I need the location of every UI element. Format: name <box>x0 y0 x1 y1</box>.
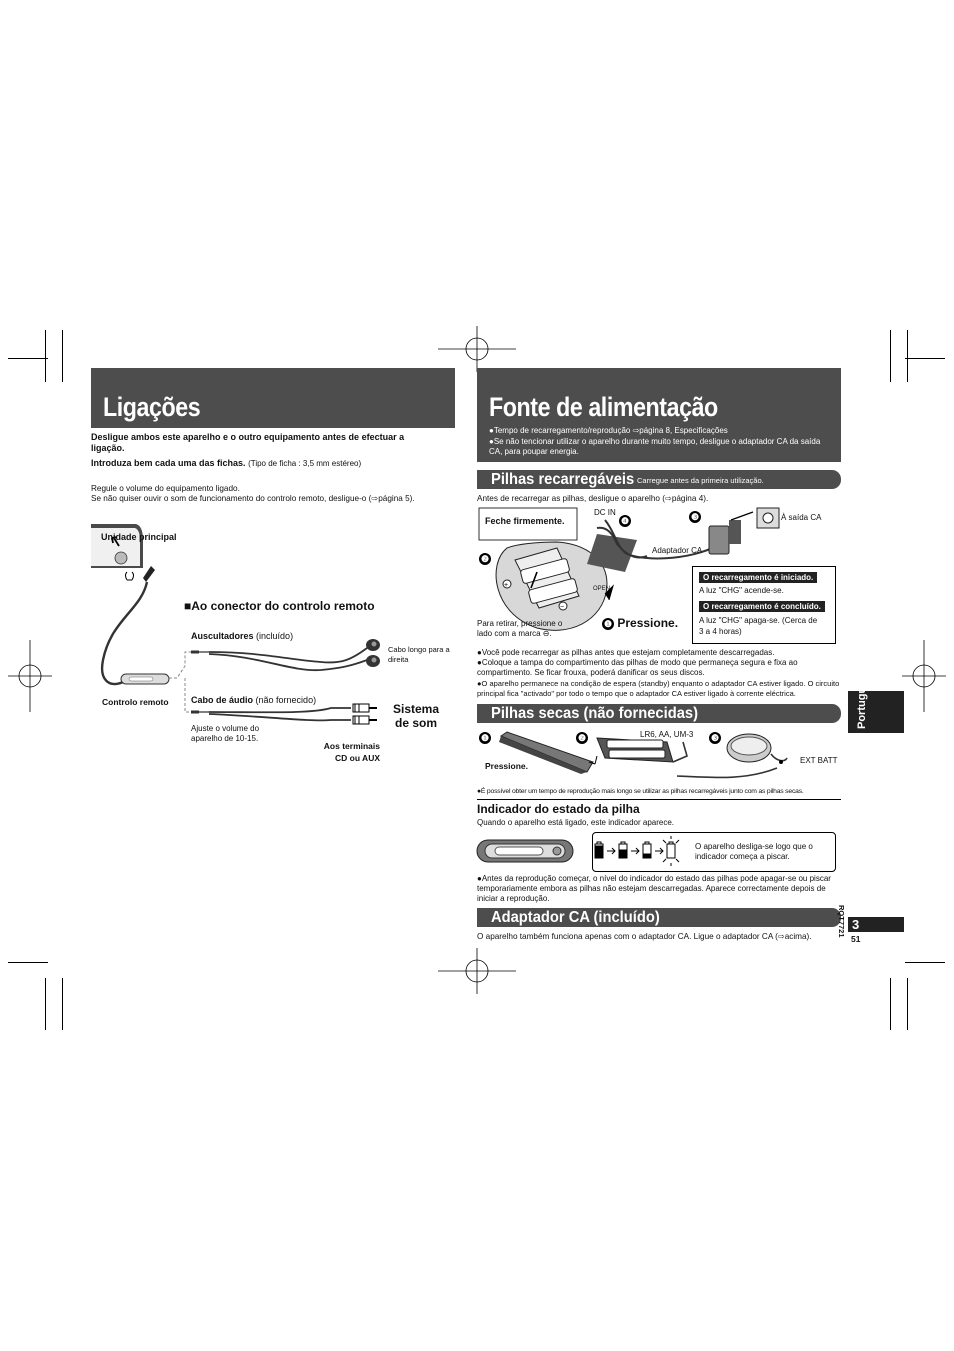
secas-step-1-icon: ❶ <box>480 733 490 743</box>
intro-plug-type: (Tipo de ficha : 3,5 mm estéreo) <box>248 459 362 468</box>
top-bullet-1: ●Tempo de recarregamento/reprodução ⇨página 8, Especificações <box>489 426 728 435</box>
recharge-status-box <box>692 566 836 644</box>
label-pressione-secas: Pressione. <box>485 761 528 771</box>
divider-indicador <box>477 799 841 800</box>
page-number-box <box>848 917 904 932</box>
top-bullet-2: ●Se não tencionar utilizar o aparelho durante muito tempo, desligue o adaptador CA da saída CA, para poupar energia. <box>489 437 821 456</box>
label-ajuste-volume: Ajuste o volume do aparelho de 10-15. <box>191 724 260 743</box>
battery-indicator-diagram <box>477 832 677 872</box>
heading-indicador: Indicador do estado da pilha <box>477 802 640 816</box>
secas-step-2-icon: ❷ <box>577 733 587 743</box>
label-cabo-audio <box>191 695 316 706</box>
fonte-header <box>477 368 841 462</box>
heading-pilhas-recarregaveis: Pilhas recarregáveis <box>491 471 635 488</box>
page-title-ligacoes: Ligações <box>103 392 201 422</box>
label-ao-conector: ■Ao conector do controlo remoto <box>184 599 375 613</box>
label-ext-batt: EXT BATT <box>800 756 838 765</box>
label-para-retirar: Para retirar, pressione o lado com a marca ⊖. <box>477 619 563 638</box>
step-2-icon: ❷ <box>480 554 490 564</box>
section-pilhas-recarregaveis <box>477 470 841 489</box>
note-remote-sound: Se não quiser ouvir o som de funcionamento do controlo remoto, desligue-o (⇨página 5). <box>91 494 415 503</box>
intro-bold-2: Introduza bem cada uma das fichas. <box>91 458 246 468</box>
badge-recarregamento-concluido: O recarregamento é concluído. <box>699 601 825 612</box>
document-code: RQT7721 <box>837 905 846 938</box>
auscultadores-bold: Auscultadores <box>191 631 254 641</box>
step-1-icon: ❶ <box>603 618 613 629</box>
svg-text:−: − <box>560 604 565 611</box>
label-feche-firmemente: Feche firmemente. <box>485 516 565 526</box>
label-open: OPEN <box>593 586 611 592</box>
section-adaptador-ca <box>477 908 841 927</box>
pressione-text: Pressione. <box>617 616 679 630</box>
label-controlo-remoto: Controlo remoto <box>102 697 169 707</box>
label-aos-terminais: Aos terminais CD ou AUX <box>323 741 380 763</box>
ligacoes-header <box>91 368 455 428</box>
label-saida-ca: À saída CA <box>781 513 822 522</box>
page-title-fonte: Fonte de alimentação <box>489 392 718 422</box>
label-dc-in: DC IN <box>594 508 616 517</box>
recarregaveis-bullet-3: ●O aparelho permanece na condição de espera (standby) enquanto o adaptador CA estiver ligado. O circuito principal fica "activado" por todo o tempo que o adaptador CA estiver ligado à corrente eléctrica. <box>477 679 840 698</box>
intro-bold-1: Desligue ambos este aparelho e o outro equipamento antes de efectuar a ligação. <box>91 432 405 453</box>
cabo-audio-nao-fornecido: (não fornecido) <box>255 695 317 705</box>
indicador-sub: Quando o aparelho está ligado, este indicador aparece. <box>477 818 675 827</box>
intro-line-2 <box>91 458 455 469</box>
badge-recarregamento-iniciado: O recarregamento é iniciado. <box>699 572 817 583</box>
auscultadores-incluido: (incluído) <box>256 631 294 641</box>
label-adaptador-ca: Adaptador CA <box>652 546 703 555</box>
indicador-note: ●Antes da reprodução começar, o nível do indicador do estado das pilhas pode apagar-se ou piscar temporariamente embora as pilhas não estejam descarregadas. Aparece correctamente depois de iniciar a reprodução. <box>477 874 831 903</box>
page-number: 3 <box>852 917 860 932</box>
cabo-audio-bold: Cabo de áudio <box>191 695 254 705</box>
side-tab-label: Português <box>856 674 868 729</box>
label-auscultadores <box>191 631 293 642</box>
text-chg-apaga: A luz "CHG" apaga-se. (Cerca de 3 a 4 horas) <box>699 616 818 636</box>
heading-note-carregue: Carregue antes da primeira utilização. <box>637 476 764 485</box>
note-volume: Regule o volume do equipamento ligado. <box>91 484 240 493</box>
secas-step-3-icon: ❸ <box>710 733 720 743</box>
recarregar-intro: Antes de recarregar as pilhas, desligue o aparelho (⇨página 4). <box>477 494 709 503</box>
svg-text:+: + <box>504 582 509 589</box>
indicador-desliga: O aparelho desliga-se logo que o indicador começa a piscar. <box>695 842 813 861</box>
section-pilhas-secas <box>477 704 841 723</box>
step-4-icon: ❹ <box>620 516 630 526</box>
label-sistema-som: Sistema de som <box>392 702 440 730</box>
label-unidade-principal: Unidade principal <box>101 532 177 542</box>
step-3-icon: ❸ <box>690 512 700 522</box>
heading-pilhas-secas: Pilhas secas (não fornecidas) <box>491 705 698 722</box>
side-tab-portugues <box>848 674 904 733</box>
label-pressione-recharge <box>602 616 678 630</box>
heading-adaptador-ca: Adaptador CA (incluído) <box>491 909 660 926</box>
page-number-51: 51 <box>851 934 861 944</box>
label-lr6: LR6, AA, UM-3 <box>640 730 694 739</box>
text-chg-acende: A luz "CHG" acende-se. <box>699 586 784 595</box>
adaptador-text: O aparelho também funciona apenas com o adaptador CA. Ligue o adaptador CA (⇨acima). <box>477 932 812 941</box>
recarregaveis-bullet-1: ●Você pode recarregar as pilhas antes que estejam completamente descarregadas. <box>477 648 775 657</box>
secas-note: ●É possível obter um tempo de reprodução mais longo se utilizar as pilhas recarregáveis junto com as pilhas secas. <box>477 788 804 795</box>
label-cabo-longo: Cabo longo para a direita <box>388 645 450 664</box>
recarregaveis-bullet-2: ●Coloque a tampa do compartimento das pilhas de modo que permaneça segura e fixa ao compartimento. Se ficar frouxa, poderá danificar os seus discos. <box>477 658 798 677</box>
